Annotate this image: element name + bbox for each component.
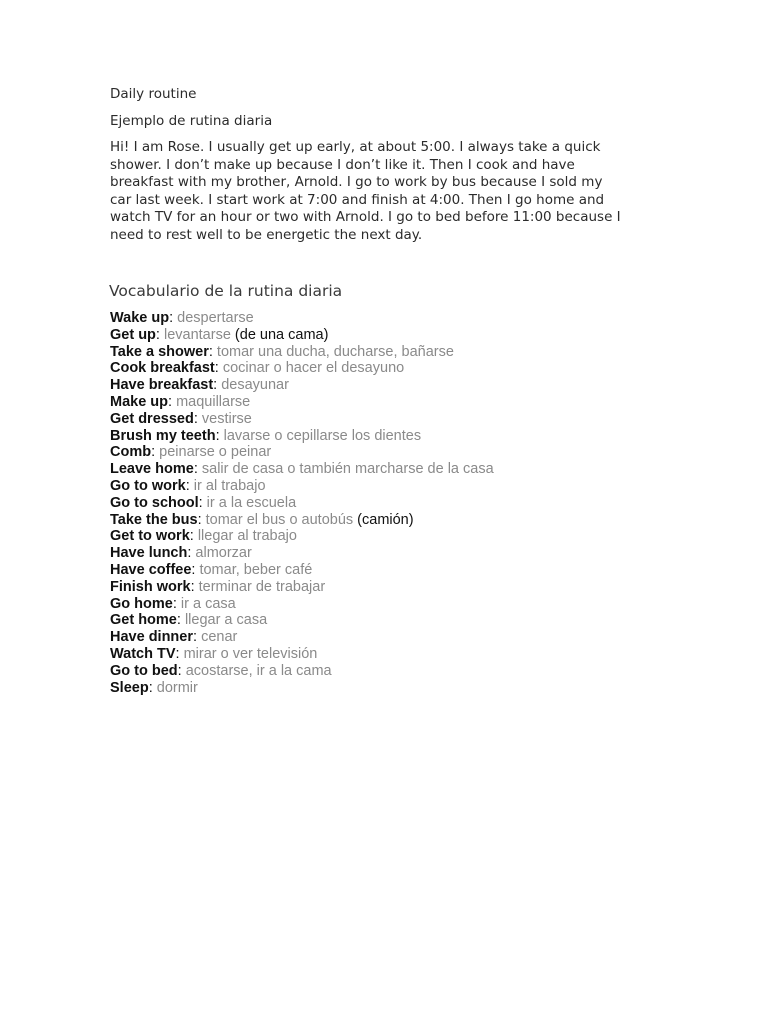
- vocab-item: [110, 377, 494, 394]
- vocab-note: (camión): [357, 511, 414, 528]
- vocab-separator: :: [151, 444, 160, 461]
- vocab-term: Wake up: [110, 310, 170, 326]
- vocab-meaning: llegar al trabajo: [197, 528, 297, 545]
- vocab-separator: :: [155, 326, 164, 343]
- vocab-separator: :: [215, 427, 224, 444]
- vocab-term: Go to bed: [110, 662, 178, 679]
- vocab-term: Make up: [110, 393, 169, 410]
- vocab-meaning: mirar o ver televisión: [183, 645, 318, 662]
- vocab-meaning: maquillarse: [176, 393, 251, 410]
- vocab-item: [110, 680, 494, 697]
- vocab-item: [110, 545, 494, 562]
- vocab-item: [110, 612, 494, 629]
- vocab-separator: :: [208, 343, 217, 360]
- intro-line: breakfast with my brother, Arnold. I go to work by bus because I sold my: [110, 174, 603, 191]
- vocab-term: Sleep: [110, 679, 149, 696]
- vocab-meaning: terminar de trabajar: [198, 578, 326, 595]
- vocab-note: (de una cama): [234, 326, 329, 343]
- vocab-term: Leave home: [110, 461, 194, 478]
- vocab-meaning: levantarse: [163, 326, 231, 343]
- vocab-item: [110, 495, 494, 512]
- vocab-item: [110, 411, 494, 428]
- vocab-separator: :: [187, 545, 196, 562]
- vocab-term: Go to school: [110, 494, 199, 511]
- document-subtitle: Ejemplo de rutina diaria: [110, 113, 273, 129]
- vocab-separator: :: [176, 612, 185, 629]
- vocab-separator: :: [191, 561, 200, 578]
- vocab-item: [110, 444, 494, 461]
- vocab-term: Have breakfast: [110, 377, 214, 394]
- vocab-separator: :: [197, 511, 206, 528]
- vocab-meaning: llegar a casa: [184, 612, 268, 629]
- vocab-term: Comb: [110, 444, 152, 461]
- vocab-separator: :: [175, 645, 184, 662]
- intro-line: need to rest well to be energetic the next day.: [110, 226, 423, 243]
- vocab-meaning: ir al trabajo: [193, 477, 266, 494]
- vocab-meaning: salir de casa o también marcharse de la casa: [201, 461, 494, 478]
- vocab-item: [110, 344, 494, 361]
- vocab-separator: :: [214, 360, 223, 377]
- vocab-term: Get home: [110, 612, 177, 629]
- intro-line: Hi! I am Rose. I usually get up early, at about 5:00. I always take a quick: [110, 139, 601, 155]
- vocab-term: Have dinner: [110, 629, 193, 646]
- vocab-term: Brush my teeth: [110, 427, 216, 444]
- intro-paragraph: [110, 139, 670, 245]
- vocab-meaning: almorzar: [195, 545, 252, 562]
- vocab-item: [110, 528, 494, 545]
- intro-line: car last week. I start work at 7:00 and finish at 4:00. Then I go home and: [110, 191, 605, 208]
- vocab-term: Go home: [110, 595, 173, 612]
- vocab-separator: :: [213, 377, 222, 394]
- intro-line: shower. I don’t make up because I don’t like it. Then I cook and have: [110, 156, 575, 173]
- vocab-separator: :: [193, 629, 202, 646]
- vocab-item: [110, 428, 494, 445]
- vocab-meaning: ir a casa: [180, 595, 236, 612]
- vocab-meaning: lavarse o cepillarse los dientes: [223, 427, 422, 444]
- vocab-meaning: cenar: [201, 629, 238, 646]
- vocabulary-list: [110, 310, 494, 696]
- vocab-meaning: despertarse: [177, 310, 254, 326]
- vocab-item: [110, 596, 494, 613]
- intro-line: watch TV for an hour or two with Arnold. I go to bed before 11:00 because I: [110, 209, 621, 226]
- vocab-meaning: desayunar: [221, 377, 289, 394]
- vocab-item: [110, 663, 494, 680]
- vocab-term: Finish work: [110, 578, 191, 595]
- vocab-separator: :: [172, 595, 181, 612]
- vocab-item: [110, 310, 494, 327]
- vocab-term: Have lunch: [110, 545, 188, 562]
- vocab-item: [110, 327, 494, 344]
- vocab-meaning: tomar una ducha, ducharse, bañarse: [216, 343, 454, 360]
- vocab-item: [110, 579, 494, 596]
- vocab-term: Cook breakfast: [110, 360, 215, 377]
- vocab-item: [110, 512, 494, 529]
- vocab-meaning: ir a la escuela: [206, 494, 297, 511]
- vocabulary-heading: Vocabulario de la rutina diaria: [109, 282, 343, 300]
- vocab-term: Go to work: [110, 477, 186, 494]
- vocab-term: Get dressed: [110, 410, 194, 427]
- vocab-meaning: vestirse: [201, 410, 252, 427]
- vocab-item: [110, 478, 494, 495]
- vocab-term: Take a shower: [110, 343, 209, 360]
- vocab-term: Watch TV: [110, 645, 176, 662]
- vocab-term: Have coffee: [110, 561, 192, 578]
- vocab-item: [110, 562, 494, 579]
- vocab-separator: :: [168, 393, 177, 410]
- vocab-separator: :: [193, 461, 202, 478]
- vocab-item: [110, 360, 494, 377]
- vocab-separator: :: [193, 410, 202, 427]
- vocab-meaning: tomar, beber café: [199, 561, 313, 578]
- vocab-item: [110, 461, 494, 478]
- vocab-separator: :: [169, 310, 178, 326]
- vocab-separator: :: [185, 477, 194, 494]
- vocab-separator: :: [148, 679, 157, 696]
- vocab-item: [110, 394, 494, 411]
- vocab-term: Get up: [110, 326, 156, 343]
- vocab-item: [110, 629, 494, 646]
- vocab-meaning: tomar el bus o autobús: [205, 511, 354, 528]
- vocab-term: Get to work: [110, 528, 190, 545]
- vocab-separator: :: [198, 494, 207, 511]
- vocab-meaning: peinarse o peinar: [159, 444, 272, 461]
- vocab-separator: :: [189, 528, 198, 545]
- vocab-term: Take the bus: [110, 511, 198, 528]
- document-title: Daily routine: [110, 86, 197, 102]
- vocab-meaning: cocinar o hacer el desayuno: [222, 360, 405, 377]
- vocab-meaning: dormir: [156, 679, 198, 696]
- vocab-separator: :: [177, 662, 186, 679]
- vocab-meaning: acostarse, ir a la cama: [185, 662, 332, 679]
- vocab-item: [110, 646, 494, 663]
- vocab-separator: :: [190, 578, 199, 595]
